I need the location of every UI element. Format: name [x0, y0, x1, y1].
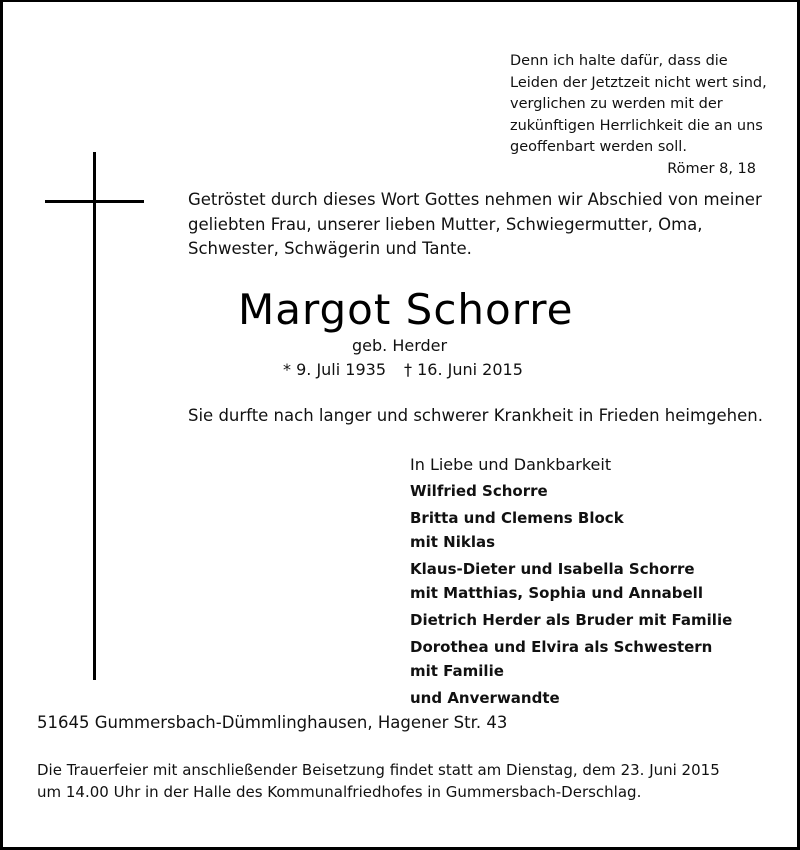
birth-date: * 9. Juli 1935	[283, 360, 386, 379]
deceased-name: Margot Schorre	[238, 285, 574, 334]
intro-line: Getröstet durch dieses Wort Gottes nehmen wir Abschied von meiner	[188, 190, 762, 209]
maiden-name: geb. Herder	[352, 336, 448, 355]
cross-icon-bar	[45, 200, 144, 203]
mourner-line: Britta und Clemens Block	[410, 509, 624, 527]
funeral-line: Die Trauerfeier mit anschließender Beisetzung findet statt am Dienstag, dem 23. Juni 2015	[37, 761, 720, 779]
cross-icon	[93, 152, 96, 680]
mourner-line: mit Matthias, Sophia und Annabell	[410, 584, 703, 602]
intro-line: geliebten Frau, unserer lieben Mutter, Schwiegermutter, Oma,	[188, 214, 703, 234]
mourner-group	[410, 608, 732, 632]
verse-line: verglichen zu werden mit der	[510, 96, 723, 112]
verse-line: Leiden der Jetztzeit nicht wert sind,	[510, 74, 767, 91]
mourner-line: Klaus-Dieter und Isabella Schorre	[410, 560, 695, 578]
verse-line: zukünftigen Herrlichkeit die an uns	[510, 117, 763, 134]
death-date: † 16. Juni 2015	[404, 360, 523, 379]
verse-line: geoffenbart werden soll.	[510, 139, 687, 155]
mourners-lead: In Liebe und Dankbarkeit	[410, 455, 612, 474]
intro-line: Schwester, Schwägerin und Tante.	[188, 239, 472, 258]
mourner-line: mit Familie	[410, 662, 504, 680]
mourners-list	[410, 453, 732, 713]
verse-line: Denn ich halte dafür, dass die	[510, 53, 728, 69]
mourner-line: Dorothea und Elvira als Schwestern	[410, 638, 713, 656]
mourner-group	[410, 506, 732, 554]
mourner-group	[410, 557, 732, 605]
bible-verse	[510, 51, 767, 180]
mourner-group	[410, 635, 732, 683]
mourner-group	[410, 479, 732, 503]
intro-text	[188, 188, 762, 262]
passing-note: Sie durfte nach langer und schwerer Krankheit in Frieden heimgehen.	[188, 406, 763, 425]
funeral-info	[37, 759, 720, 803]
address: 51645 Gummersbach-Dümmlinghausen, Hagener Str. 43	[37, 713, 508, 732]
verse-reference: Römer 8, 18	[667, 160, 756, 177]
mourner-line: Dietrich Herder als Bruder mit Familie	[410, 611, 733, 629]
mourner-line: mit Niklas	[410, 533, 496, 551]
mourner-line: Wilfried Schorre	[410, 482, 548, 500]
funeral-line: um 14.00 Uhr in der Halle des Kommunalfriedhofes in Gummersbach-Derschlag.	[37, 783, 642, 801]
mourner-line: und Anverwandte	[410, 689, 560, 707]
mourner-group	[410, 686, 732, 710]
